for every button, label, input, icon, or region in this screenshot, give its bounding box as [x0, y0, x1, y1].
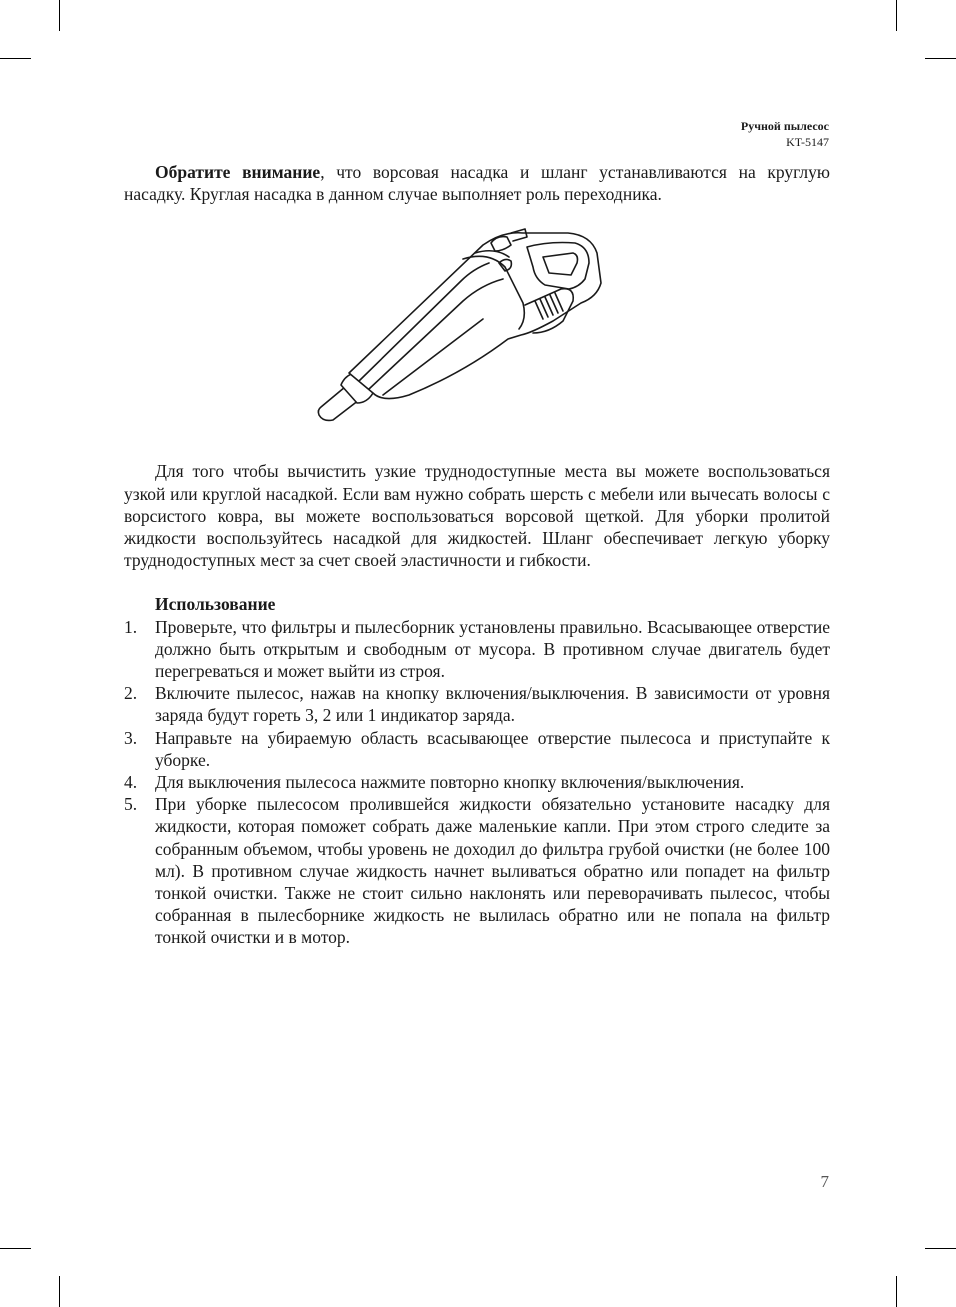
header-title: Ручной пылесос: [740, 119, 829, 133]
list-item: [124, 727, 830, 771]
list-item-text: Включите пылесос, нажав на кнопку включения/выключения. В зависимости от уровня заряда будут гореть 3, 2 или 1 индикатор заряда.: [155, 683, 830, 726]
intro-paragraph: [124, 161, 830, 205]
list-item-number: 2.: [124, 683, 138, 704]
list-item-text: При уборке пылесосом пролившейся жидкости обязательно установите насадку для жидкости, которая поможет собрать даже маленькие капли. При этом строго следите за собранным объемом, чтобы уровень не доходил до фильтра грубой очистки (не более 100 мл). В противном случае жидкость начнет выливаться обратно или попадет на фильтр тонкой очистки. Также не стоит сильно наклонять или переворачивать пылесос, чтобы собранная в пылесборнике жидкость не вылилась обратно или не попала на фильтр тонкой очистки и в мотор.: [155, 794, 830, 948]
list-item-number: 3.: [124, 727, 138, 748]
section-title-usage: Использование: [155, 594, 276, 615]
vacuum-illustration: [124, 223, 830, 441]
intro-text: , что ворсовая насадка и шланг устанавливаются на круглую насадку. Круглая насадка в данном случае выполняет роль переходника.: [124, 162, 830, 205]
usage-steps-list: [124, 616, 830, 949]
list-item: [124, 793, 830, 948]
list-item-text: Направьте на убираемую область всасывающее отверстие пылесоса и приступайте к уборке.: [155, 727, 830, 770]
handheld-vacuum-drawing: [313, 223, 603, 423]
list-item-number: 1.: [124, 616, 138, 637]
page-number: 7: [820, 1172, 829, 1191]
header-model: KT-5147: [786, 135, 829, 149]
description-paragraph: Для того чтобы вычистить узкие труднодоступные места вы можете воспользоваться узкой или круглой насадкой. Если вам нужно собрать шерсть с мебели или вычесать волосы с ворсистого ковра, вы можете воспользоваться ворсовой щеткой. Для уборки пролитой жидкости воспользуйтесь насадкой для жидкостей. Шланг обеспечивает легкую уборку труднодоступных мест за счет своей эластичности и гибкости.: [124, 461, 830, 571]
running-header: [741, 118, 829, 150]
main-content: [124, 161, 830, 949]
list-item-text: Для выключения пылесоса нажмите повторно кнопку включения/выключения.: [155, 772, 745, 793]
list-item: [124, 682, 830, 726]
list-item: [124, 616, 830, 683]
list-item-number: 5.: [124, 794, 138, 815]
list-item-number: 4.: [124, 772, 138, 793]
list-item-text: Проверьте, что фильтры и пылесборник установлены правильно. Всасывающее отверстие должно быть открытым и свободным от мусора. В противном случае двигатель будет перегреваться и может выйти из строя.: [155, 616, 830, 682]
intro-emphasis: Обратите внимание: [155, 162, 321, 182]
list-item: [124, 771, 830, 793]
